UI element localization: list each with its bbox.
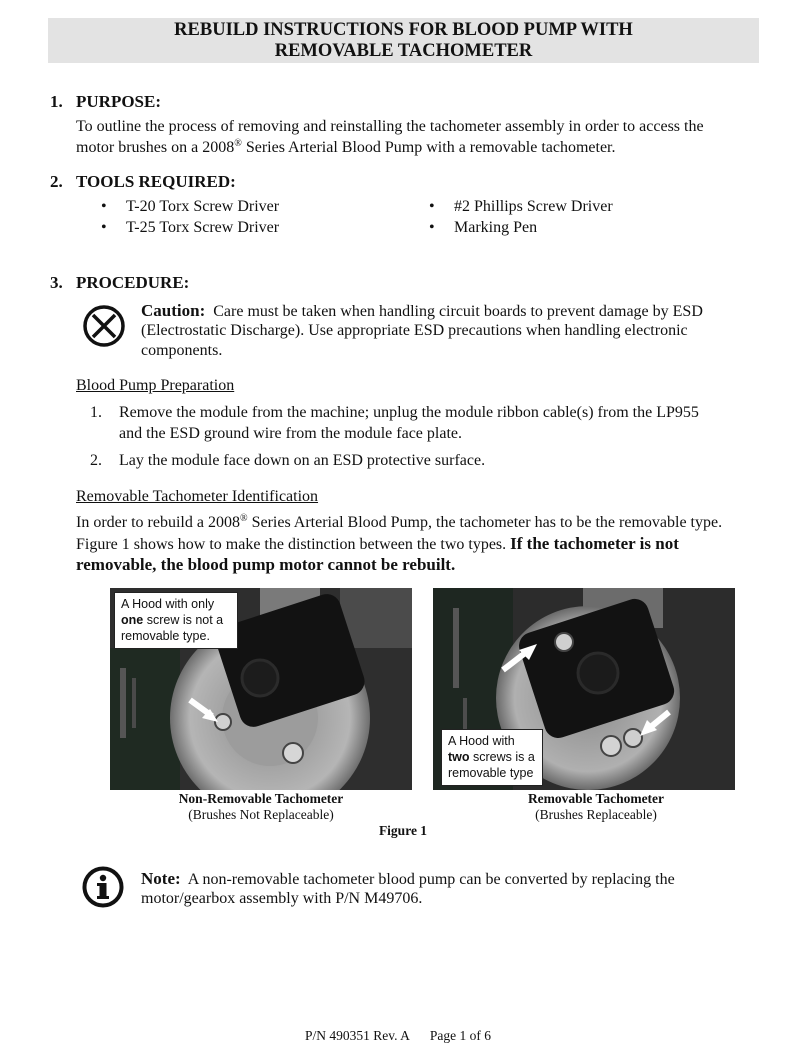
callout-right-bold: two: [448, 750, 470, 764]
caution-label: Caution:: [141, 301, 206, 320]
caption-left-title: Non-Removable Tachometer: [178, 791, 344, 806]
bullet-icon: •: [101, 219, 107, 236]
purpose-text-pre: motor brushes on a 2008: [76, 139, 235, 156]
figure-label: Figure 1: [378, 823, 428, 838]
step-number: 2.: [90, 452, 102, 469]
title-line-1: REBUILD INSTRUCTIONS FOR BLOOD PUMP WITH: [174, 20, 633, 40]
callout-left-line-1: A Hood with only: [121, 597, 215, 611]
callout-left-line-3: removable type.: [121, 629, 210, 643]
tool-item: T-20 Torx Screw Driver: [126, 198, 280, 215]
step-number: 1.: [90, 404, 102, 421]
prep-subheading: Blood Pump Preparation: [76, 377, 235, 394]
registered-mark: ®: [234, 138, 242, 149]
callout-right: [441, 729, 543, 786]
info-circle-icon: [82, 866, 124, 908]
registered-mark: ®: [239, 513, 248, 524]
caution-line-3: components.: [141, 342, 223, 359]
bullet-icon: •: [429, 198, 435, 215]
purpose-text-post: Series Arterial Blood Pump with a removable tachometer.: [241, 139, 616, 156]
purpose-text-line-1: To outline the process of removing and reinstalling the tachometer assembly in order to access the: [76, 118, 704, 135]
callout-left-line-2: [121, 612, 231, 628]
ident-text-normal: Figure 1 shows how to make the distinction between the two types.: [76, 536, 511, 553]
note-text: A non-removable tachometer blood pump can be converted by replacing the: [187, 871, 675, 888]
bullet-icon: •: [101, 198, 107, 215]
caution-line-2: (Electrostatic Discharge). Use appropriate ESD precautions when handling electronic: [141, 322, 688, 339]
ident-text-bold: If the tachometer is not: [510, 534, 679, 553]
section-tools-number: 2.: [50, 172, 63, 191]
note-line-1: [141, 868, 675, 890]
ident-text-pre: In order to rebuild a 2008: [76, 514, 240, 531]
callout-right-line-2: [448, 749, 536, 765]
callout-left-rest: screw is not a: [143, 613, 224, 627]
identification-line-1: [76, 512, 722, 533]
step-text-line: and the ESD ground wire from the module face plate.: [119, 425, 462, 442]
callout-left-bold: one: [121, 613, 144, 627]
caption-left-subtitle: (Brushes Not Replaceable): [188, 807, 334, 822]
caution-line-1: [141, 300, 703, 322]
document-title: [48, 18, 759, 63]
note-line-2: motor/gearbox assembly with P/N M49706.: [141, 890, 423, 907]
identification-line-3: removable, the blood pump motor cannot be rebuilt.: [76, 555, 456, 574]
callout-right-rest: screws is a: [469, 750, 535, 764]
tool-item: Marking Pen: [454, 219, 538, 236]
section-purpose-number: 1.: [50, 92, 63, 111]
caption-right-subtitle: (Brushes Replaceable): [535, 807, 657, 822]
callout-left: [114, 592, 238, 649]
caution-text: Care must be taken when handling circuit boards to prevent damage by ESD: [213, 303, 703, 320]
footer: [305, 1028, 491, 1044]
caution-x-circle-icon: [82, 304, 126, 348]
bullet-icon: •: [429, 219, 435, 236]
note-label: Note:: [141, 869, 181, 888]
footer-page-number: Page 1 of 6: [429, 1028, 492, 1043]
section-procedure-number: 3.: [50, 273, 63, 292]
identification-subheading: Removable Tachometer Identification: [76, 488, 319, 505]
step-text-line: Remove the module from the machine; unplug the module ribbon cable(s) from the LP955: [119, 404, 699, 421]
tool-item: T-25 Torx Screw Driver: [126, 219, 280, 236]
ident-text-post: Series Arterial Blood Pump, the tachometer has to be the removable type.: [247, 514, 723, 531]
callout-right-line-1: A Hood with: [448, 734, 515, 748]
section-tools-heading: TOOLS REQUIRED:: [76, 172, 236, 191]
step-text-line: Lay the module face down on an ESD protective surface.: [119, 452, 486, 469]
section-purpose-heading: PURPOSE:: [76, 92, 161, 111]
section-procedure-heading: PROCEDURE:: [76, 273, 190, 292]
title-line-2: REMOVABLE TACHOMETER: [274, 41, 533, 61]
tool-item: #2 Phillips Screw Driver: [454, 198, 613, 215]
purpose-text-line-2: [76, 137, 616, 158]
identification-line-2: [76, 533, 679, 555]
footer-part-number: P/N 490351 Rev. A: [305, 1028, 410, 1043]
caption-right-title: Removable Tachometer: [527, 791, 665, 806]
callout-right-line-3: removable type: [448, 766, 534, 780]
